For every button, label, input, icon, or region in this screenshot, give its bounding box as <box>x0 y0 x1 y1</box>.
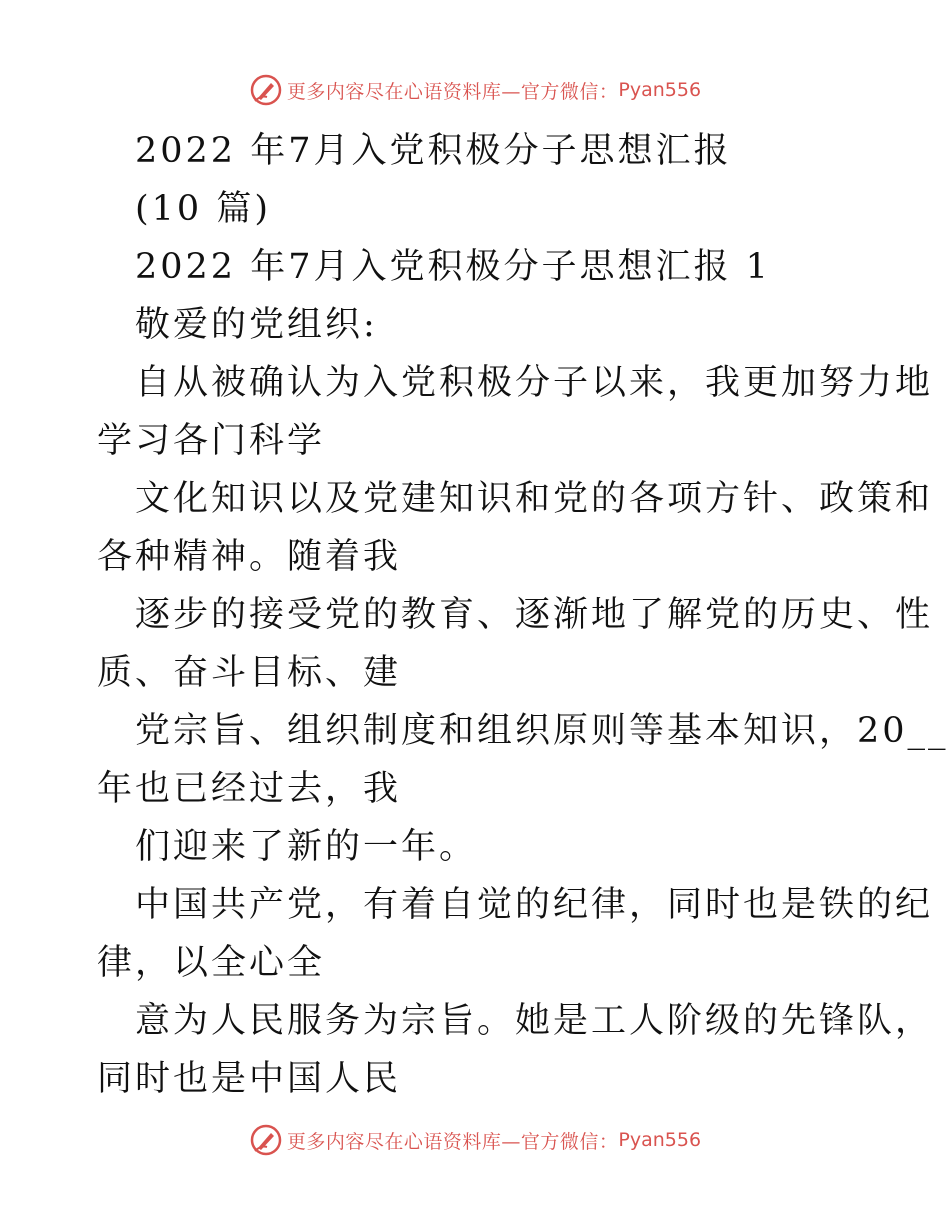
banner-wechat-id: Pyan556 <box>618 79 702 101</box>
document-body <box>97 122 949 1108</box>
document-title-line-2: (10 篇) <box>135 189 271 229</box>
paragraph-line: 律，以全心全 <box>97 943 326 983</box>
paragraph-line: 意为人民服务为宗旨。她是工人阶级的先锋队， <box>135 1001 934 1041</box>
paragraph-line: 质、奋斗目标、建 <box>97 653 402 693</box>
paragraph-line: 文化知识以及党建知识和党的各项方针、政策和 <box>135 479 934 519</box>
pen-logo-icon <box>249 1123 283 1157</box>
header-watermark-banner <box>0 70 950 110</box>
banner-text: 更多内容尽在心语资料库—官方微信： <box>286 80 619 103</box>
document-title-line-1: 2022 年7月入党积极分子思想汇报 <box>135 131 732 171</box>
salutation: 敬爱的党组织: <box>135 305 378 345</box>
paragraph-line: 中国共产党，有着自觉的纪律，同时也是铁的纪 <box>135 885 934 925</box>
paragraph-line: 党宗旨、组织制度和组织原则等基本知识，20__ <box>135 711 949 751</box>
paragraph-line: 同时也是中国人民 <box>97 1059 402 1099</box>
footer-watermark-banner <box>0 1120 950 1160</box>
paragraph-line: 各种精神。随着我 <box>97 537 402 577</box>
pen-logo-icon <box>249 73 283 107</box>
paragraph-line: 学习各门科学 <box>97 421 326 461</box>
paragraph-line: 自从被确认为入党积极分子以来，我更加努力地 <box>135 363 934 403</box>
banner-wechat-id: Pyan556 <box>618 1129 702 1151</box>
section-heading: 2022 年7月入党积极分子思想汇报 1 <box>135 247 771 287</box>
banner-text: 更多内容尽在心语资料库—官方微信： <box>286 1130 619 1153</box>
paragraph-line: 逐步的接受党的教育、逐渐地了解党的历史、性 <box>135 595 934 635</box>
paragraph-line: 们迎来了新的一年。 <box>135 827 478 867</box>
paragraph-line: 年也已经过去，我 <box>97 769 402 809</box>
